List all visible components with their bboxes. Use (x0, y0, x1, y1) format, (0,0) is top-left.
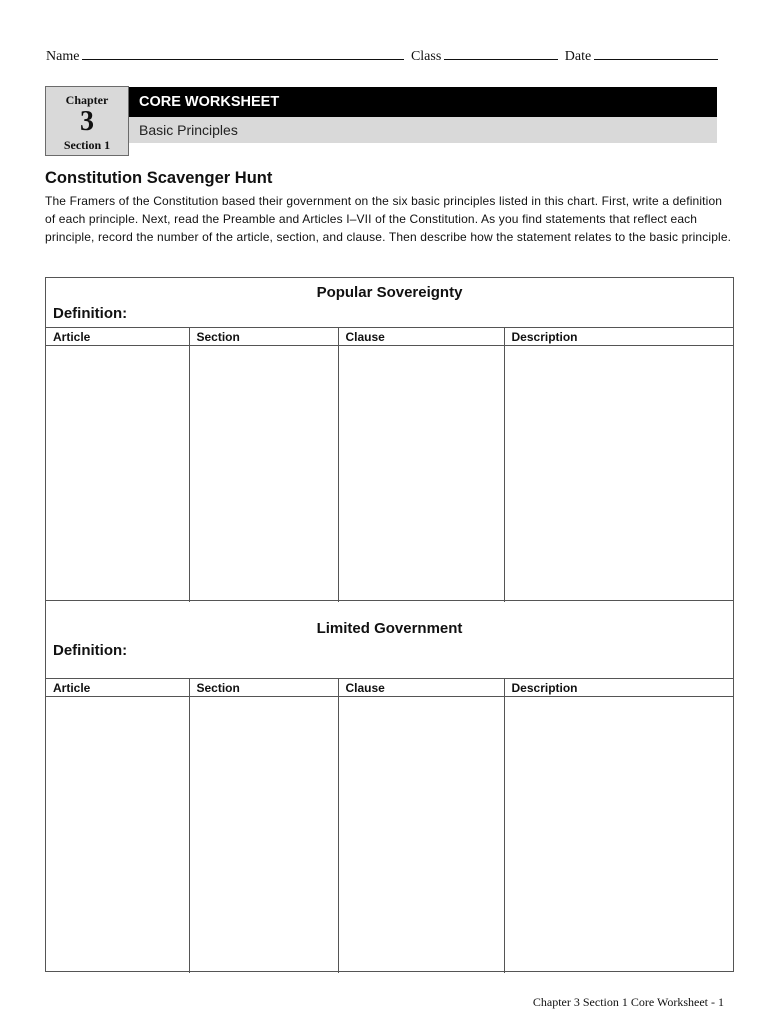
column-header-section: Section (189, 328, 338, 346)
column-header-description: Description (504, 328, 733, 346)
principle-block-limited-government (45, 600, 734, 972)
column-header-article: Article (46, 679, 189, 697)
page-footer: Chapter 3 Section 1 Core Worksheet - 1 (532, 995, 724, 1009)
article-cell[interactable] (46, 697, 189, 973)
column-header-clause: Clause (338, 679, 504, 697)
clause-cell[interactable] (338, 346, 504, 602)
chapter-box (45, 86, 129, 156)
principle-block-popular-sovereignty (45, 277, 734, 601)
name-label: Name (46, 49, 80, 64)
answer-table (46, 678, 733, 973)
date-field[interactable] (594, 46, 718, 60)
article-cell[interactable] (46, 346, 189, 602)
date-label: Date (564, 49, 592, 64)
column-header-section: Section (189, 679, 338, 697)
activity-title: Constitution Scavenger Hunt (45, 169, 273, 187)
principle-title: Limited Government (316, 620, 463, 637)
section-label: Section 1 (63, 138, 111, 152)
chapter-number: 3 (80, 106, 94, 137)
activity-instructions: The Framers of the Constitution based their government on the six basic principles listed in this chart. First, write a definition of each principle. Next, read the Preamble and Articles I–VII of the Constitution. As you find statements that reflect each principle, record the number of the article, section, and clause. Then describe how the statement relates to the basic principle. (45, 194, 732, 244)
class-label: Class (410, 49, 442, 64)
clause-cell[interactable] (338, 697, 504, 973)
section-cell[interactable] (189, 697, 338, 973)
description-cell[interactable] (504, 697, 733, 973)
column-header-clause: Clause (338, 328, 504, 346)
worksheet-title-bar: CORE WORKSHEET (129, 87, 717, 117)
description-cell[interactable] (504, 346, 733, 602)
column-header-description: Description (504, 679, 733, 697)
worksheet-subtitle-bar: Basic Principles (129, 117, 717, 143)
column-header-article: Article (46, 328, 189, 346)
section-cell[interactable] (189, 346, 338, 602)
definition-label: Definition: (53, 642, 128, 659)
chapter-label: Chapter (65, 93, 109, 107)
definition-label: Definition: (53, 305, 128, 322)
student-info-line (46, 46, 721, 65)
name-field[interactable] (82, 46, 404, 60)
answer-table (46, 327, 733, 602)
principle-title: Popular Sovereignty (316, 284, 463, 301)
class-field[interactable] (444, 46, 558, 60)
